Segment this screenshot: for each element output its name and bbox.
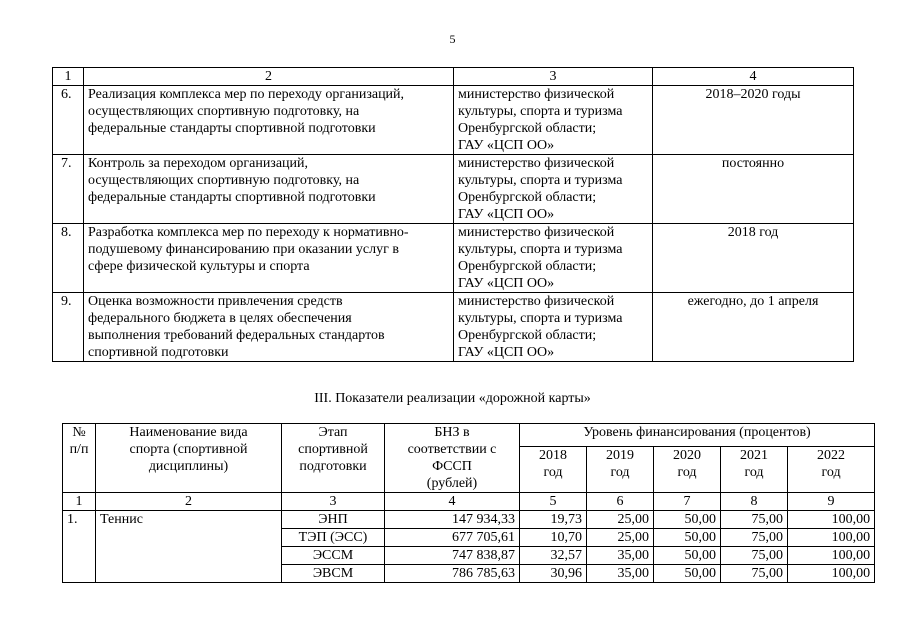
funding-cell: 100,00	[788, 565, 875, 583]
text-line: Реализация комплекса мер по переходу организаций,	[88, 87, 405, 102]
text-line: год	[543, 465, 563, 481]
column-number: 7	[654, 493, 721, 511]
text-line: федеральные стандарты спортивной подготовки	[88, 190, 376, 205]
measure-text	[84, 224, 454, 293]
table-header-row	[63, 424, 875, 447]
text-line: Оренбургской области;	[458, 328, 597, 343]
text-line: министерство физической	[458, 294, 615, 309]
funding-cell: 75,00	[721, 511, 788, 529]
section-title: III. Показатели реализации «дорожной карты»	[314, 391, 591, 406]
header-bnz	[385, 424, 520, 493]
funding-cell: 35,00	[587, 547, 654, 565]
text-line: Оренбургской области;	[458, 190, 597, 205]
text-line: Этап	[318, 425, 348, 440]
text-line: ГАУ «ЦСП ОО»	[458, 207, 555, 222]
text-line: министерство физической	[458, 225, 615, 240]
term-text: постоянно	[653, 155, 854, 224]
column-number: 3	[282, 493, 385, 511]
funding-cell: 32,57	[520, 547, 587, 565]
table-row	[53, 293, 854, 362]
stage-cell: ТЭП (ЭСС)	[282, 529, 385, 547]
stage-cell: ЭВСМ	[282, 565, 385, 583]
text-line: 2021	[740, 448, 768, 464]
header-num	[63, 424, 96, 493]
funding-cell: 25,00	[587, 529, 654, 547]
header-cell: 1	[53, 68, 84, 86]
column-number-row	[63, 493, 875, 511]
funding-cell: 19,73	[520, 511, 587, 529]
column-number: 9	[788, 493, 875, 511]
text-line: год	[610, 465, 630, 481]
row-number: 9.	[53, 293, 84, 362]
text-line: Оценка возможности привлечения средств	[88, 294, 343, 309]
measures-table	[52, 67, 854, 362]
term-text: 2018 год	[653, 224, 854, 293]
header-cell: 3	[454, 68, 653, 86]
measure-text	[84, 155, 454, 224]
text-line: министерство физической	[458, 87, 615, 102]
term-text: 2018–2020 годы	[653, 86, 854, 155]
bnz-cell: 786 785,63	[385, 565, 520, 583]
text-line: 2019	[606, 448, 634, 464]
text-line: спортивной	[298, 442, 368, 457]
funding-cell: 50,00	[654, 565, 721, 583]
text-line: 2018	[539, 448, 567, 464]
funding-cell: 75,00	[721, 529, 788, 547]
row-number: 7.	[53, 155, 84, 224]
text-line: культуры, спорта и туризма	[458, 104, 623, 119]
indicators-table	[62, 423, 875, 583]
text-line: год	[821, 465, 841, 481]
text-line: федерального бюджета в целях обеспечения	[88, 311, 352, 326]
header-cell: 2	[84, 68, 454, 86]
sport-name: Теннис	[96, 511, 282, 583]
header-year	[788, 447, 875, 493]
header-year	[587, 447, 654, 493]
header-stage	[282, 424, 385, 493]
table-row	[53, 224, 854, 293]
text-line: Оренбургской области;	[458, 259, 597, 274]
funding-cell: 30,96	[520, 565, 587, 583]
text-line: соответствии с	[407, 442, 497, 457]
funding-cell: 100,00	[788, 511, 875, 529]
text-line: ГАУ «ЦСП ОО»	[458, 276, 555, 291]
text-line: спортивной подготовки	[88, 345, 229, 360]
funding-cell: 100,00	[788, 529, 875, 547]
header-year	[721, 447, 788, 493]
row-number: 8.	[53, 224, 84, 293]
text-line: подготовки	[299, 459, 367, 474]
text-line: №	[72, 425, 86, 440]
text-line: дисциплины)	[148, 459, 229, 474]
text-line: осуществляющих спортивную подготовку, на	[88, 173, 360, 188]
column-number: 2	[96, 493, 282, 511]
header-funding: Уровень финансирования (процентов)	[520, 424, 875, 447]
measure-text	[84, 86, 454, 155]
measure-text	[84, 293, 454, 362]
table-row	[63, 511, 875, 529]
column-number: 5	[520, 493, 587, 511]
funding-cell: 100,00	[788, 547, 875, 565]
text-line: подушевому финансированию при оказании услуг в	[88, 242, 399, 257]
text-line: культуры, спорта и туризма	[458, 242, 623, 257]
funding-cell: 50,00	[654, 511, 721, 529]
text-line: осуществляющих спортивную подготовку, на	[88, 104, 360, 119]
column-number: 4	[385, 493, 520, 511]
funding-cell: 10,70	[520, 529, 587, 547]
stage-cell: ЭНП	[282, 511, 385, 529]
text-line: культуры, спорта и туризма	[458, 311, 623, 326]
text-line: спорта (спортивной	[129, 442, 248, 457]
text-line: 2020	[673, 448, 701, 464]
text-line: министерство физической	[458, 156, 615, 171]
funding-cell: 75,00	[721, 565, 788, 583]
funding-cell: 50,00	[654, 529, 721, 547]
text-line: сфере физической культуры и спорта	[88, 259, 310, 274]
text-line: ФССП	[432, 459, 472, 474]
funding-cell: 75,00	[721, 547, 788, 565]
text-line: Контроль за переходом организаций,	[88, 156, 309, 171]
text-line: год	[744, 465, 764, 481]
text-line: ГАУ «ЦСП ОО»	[458, 138, 555, 153]
text-line: Оренбургской области;	[458, 121, 597, 136]
table-row	[53, 86, 854, 155]
page-number: 5	[449, 32, 456, 46]
responsible-text	[454, 155, 653, 224]
bnz-cell: 747 838,87	[385, 547, 520, 565]
header-year	[520, 447, 587, 493]
term-text: ежегодно, до 1 апреля	[653, 293, 854, 362]
table-row	[53, 155, 854, 224]
bnz-cell: 677 705,61	[385, 529, 520, 547]
table-header-row	[53, 68, 854, 86]
column-number: 1	[63, 493, 96, 511]
row-number: 1.	[63, 511, 96, 583]
text-line: БНЗ в	[434, 425, 470, 440]
text-line: федеральные стандарты спортивной подготовки	[88, 121, 376, 136]
responsible-text	[454, 86, 653, 155]
text-line: Разработка комплекса мер по переходу к нормативно-	[88, 225, 409, 240]
header-sport	[96, 424, 282, 493]
text-line: выполнения требований федеральных стандартов	[88, 328, 385, 343]
bnz-cell: 147 934,33	[385, 511, 520, 529]
header-cell: 4	[653, 68, 854, 86]
column-number: 6	[587, 493, 654, 511]
text-line: (рублей)	[426, 476, 478, 491]
responsible-text	[454, 293, 653, 362]
text-line: ГАУ «ЦСП ОО»	[458, 345, 555, 360]
text-line: 2022	[817, 448, 846, 464]
stage-cell: ЭССМ	[282, 547, 385, 565]
funding-cell: 25,00	[587, 511, 654, 529]
text-line: п/п	[69, 442, 89, 457]
text-line: Наименование вида	[129, 425, 248, 440]
row-number: 6.	[53, 86, 84, 155]
column-number: 8	[721, 493, 788, 511]
responsible-text	[454, 224, 653, 293]
funding-cell: 35,00	[587, 565, 654, 583]
text-line: год	[677, 465, 697, 481]
header-year	[654, 447, 721, 493]
text-line: культуры, спорта и туризма	[458, 173, 623, 188]
funding-cell: 50,00	[654, 547, 721, 565]
